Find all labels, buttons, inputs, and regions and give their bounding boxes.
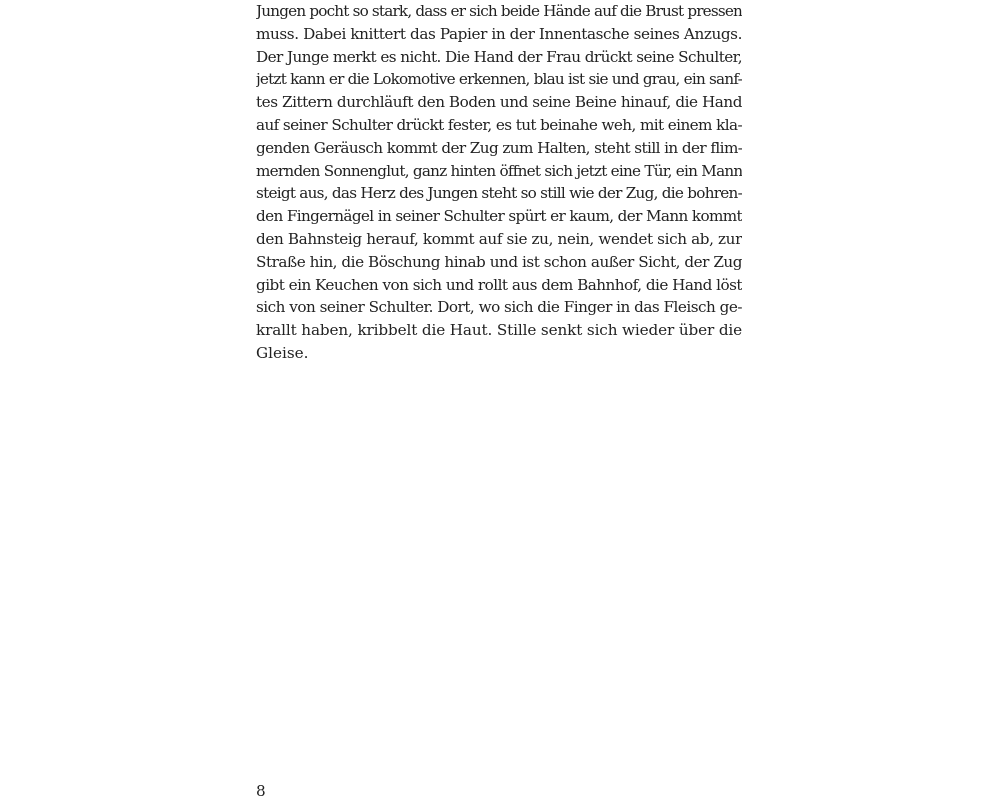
text-line: Jungen pocht so stark, dass er sich beide Hände auf die Brust pressen xyxy=(256,2,742,20)
text-line: steigt aus, das Herz des Jungen steht so still wie der Zug, die bohren- xyxy=(256,184,742,203)
text-line: tes Zittern durchläuft den Boden und seine Beine hinauf, die Hand xyxy=(256,93,742,112)
page-number: 8 xyxy=(256,782,266,800)
text-line: gibt ein Keuchen von sich und rollt aus dem Bahnhof, die Hand löst xyxy=(256,275,742,294)
text-line: Gleise. xyxy=(256,343,309,362)
text-line: jetzt kann er die Lokomotive erkennen, blau ist sie und grau, ein sanf- xyxy=(256,70,742,89)
text-line: genden Geräusch kommt der Zug zum Halten, steht still in der flim- xyxy=(256,138,742,157)
text-line: auf seiner Schulter drückt fester, es tut beinahe weh, mit einem kla- xyxy=(256,115,742,134)
text-line: krallt haben, kribbelt die Haut. Stille senkt sich wieder über die xyxy=(256,321,742,340)
text-line: Der Junge merkt es nicht. Die Hand der Frau drückt seine Schulter, xyxy=(256,47,742,66)
text-line: mernden Sonnenglut, ganz hinten öffnet sich jetzt eine Tür, ein Mann xyxy=(256,161,742,180)
text-line: Straße hin, die Böschung hinab und ist schon außer Sicht, der Zug xyxy=(256,252,742,271)
text-line: den Fingernägel in seiner Schulter spürt er kaum, der Mann kommt xyxy=(256,207,742,226)
text-line: den Bahnsteig herauf, kommt auf sie zu, nein, wendet sich ab, zur xyxy=(256,229,742,248)
text-line: muss. Dabei knittert das Papier in der Innentasche seines Anzugs. xyxy=(256,24,742,43)
text-line: sich von seiner Schulter. Dort, wo sich die Finger in das Fleisch ge- xyxy=(256,298,742,317)
body-text xyxy=(256,0,742,365)
